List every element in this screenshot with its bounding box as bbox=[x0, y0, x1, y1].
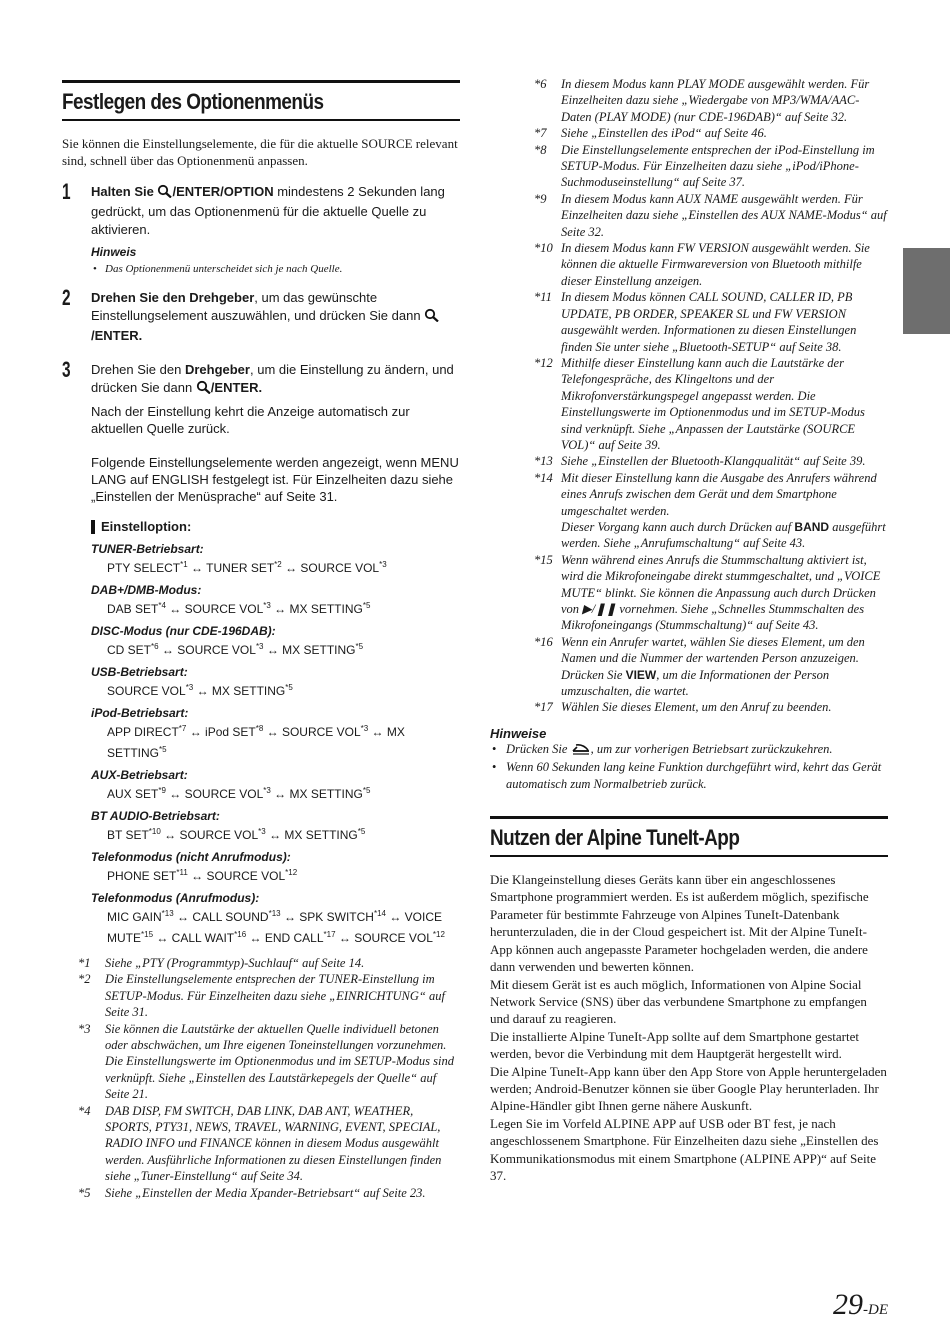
body-paragraph: Die installierte Alpine TuneIt-App sollte auf dem Smartphone gestartet werden, bevor die Verbindung mit dem Hauptgerät hergestellt wird. bbox=[490, 1028, 859, 1062]
mode-sequence: PHONE SET$^{*11}$ ↔ SOURCE VOL$^{*12}$ bbox=[107, 868, 298, 883]
mode-label: AUX-Betriebsart: bbox=[91, 768, 188, 782]
hints-heading: Hinweise bbox=[490, 725, 547, 741]
mode-label: DAB+/DMB-Modus: bbox=[91, 583, 202, 597]
step-2 bbox=[62, 285, 460, 345]
footnote: *17 Wählen Sie dieses Element, um den Anruf zu beenden. bbox=[534, 700, 832, 715]
mode-sequence: CD SET$^{*6}$ ↔ SOURCE VOL$^{*3}$ ↔ MX SETTING$^{*5}$ bbox=[107, 642, 364, 657]
footnote: *1 Siehe „PTY (Programmtyp)-Suchlauf“ auf Seite 14. bbox=[78, 956, 365, 970]
step-3 bbox=[62, 357, 460, 1201]
mode-label: Telefonmodus (nicht Anrufmodus): bbox=[91, 850, 291, 864]
footnote: *4 DAB DISP, FM SWITCH, DAB LINK, DAB ANT, WEATHER, SPORTS, PTY31, NEWS, TRAVEL, WARNING, EVENT, SPECIAL, RADIO INFO und FINANCE können in diesem Modus ausgewählt werden. Ausführliche Informationen zu diesen Einstellungen finden siehe „Tuner-Einstellung“ auf Seite 34. bbox=[78, 1103, 442, 1184]
footnote: *3 Sie können die Lautstärke der aktuellen Quelle individuell betonen oder abschwächen, um Ihre eigenen Toneinstellungen vorzunehmen. Die Einstellungswerte im Optionenmodus und im SETUP-Modus sind verknüpft. Siehe „Einstellen des Lautstärkepegels der Quelle“ auf Seite 21. bbox=[78, 1021, 454, 1102]
footnote: *11 In diesem Modus können CALL SOUND, CALLER ID, PB UPDATE, PB ORDER, SPEAKER SL und FW VERSION ausgewählt werden. Informationen zu diesen Einstellungen finden Sie unter siehe „Bluetooth-SETUP“ auf Seite 38. bbox=[534, 290, 857, 354]
section-title-bar bbox=[62, 80, 460, 121]
mode-sequence: PTY SELECT$^{*1}$ ↔ TUNER SET$^{*2}$ ↔ SOURCE VOL$^{*3}$ bbox=[107, 560, 387, 575]
footnote-list-left bbox=[78, 955, 460, 1201]
footnote: *10 In diesem Modus kann FW VERSION ausgewählt werden. Sie können die aktuelle Firmwareversion von Bluetooth mithilfe dieser Einstellung anzeigen. bbox=[534, 241, 870, 288]
mode-sequence: DAB SET$^{*4}$ ↔ SOURCE VOL$^{*3}$ ↔ MX SETTING$^{*5}$ bbox=[107, 601, 371, 616]
hint-item: • Das Optionenmenü unterscheidet sich je nach Quelle. bbox=[91, 263, 460, 275]
heading-bar bbox=[91, 520, 95, 534]
step-number: 1 bbox=[62, 179, 71, 204]
footnote: *9 In diesem Modus kann AUX NAME ausgewählt werden. Für Einzelheiten dazu siehe „Einstellen des AUX NAME-Modus“ auf Seite 32. bbox=[534, 191, 887, 239]
body-paragraph: Die Alpine TuneIt-App kann über den App Store von Apple heruntergeladen werden; Android-Benutzer können sie über Google Play herunterladen. Ihr Alpine-Händler gibt Ihnen gerne nähere Auskunft. bbox=[490, 1063, 887, 1114]
section-title-bar-2 bbox=[490, 816, 888, 857]
hint-item: • Drücken Sie , um zur vorherigen Betriebsart zurückzukehren. bbox=[490, 741, 888, 759]
mode-sequence: AUX SET$^{*9}$ ↔ SOURCE VOL$^{*3}$ ↔ MX SETTING$^{*5}$ bbox=[107, 786, 371, 801]
section-title: Festlegen des Optionenmenüs bbox=[62, 89, 324, 114]
app-body-text bbox=[490, 871, 888, 1184]
intro-text: Sie können die Einstellungselemente, die für die aktuelle SOURCE relevant sind, schnell über das Optionenmenü anpassen. bbox=[62, 136, 458, 168]
footnote: *7 Siehe „Einstellen des iPod“ auf Seite 46. bbox=[534, 126, 767, 141]
footnote: *14 Mit dieser Einstellung kann die Ausgabe des Anrufers während eines Anrufs zwischen dem Gerät und dem Smartphone umgeschaltet werden. Dieser Vorgang kann auch durch Drücken auf BAND ausgeführt werden. Siehe „Anrufumschaltung“ auf Seite 43. bbox=[534, 470, 886, 551]
mode-sequence: APP DIRECT$^{*7}$ ↔ iPod SET$^{*8}$ ↔ SOURCE VOL$^{*3}$ ↔ MX SETTING$^{*5}$ bbox=[107, 724, 405, 760]
footnote-list-right bbox=[534, 76, 888, 716]
mode-sequence: MIC GAIN$^{*13}$ ↔ CALL SOUND$^{*13}$ ↔ SPK SWITCH$^{*14}$ ↔ VOICE MUTE$^{*15}$ ↔ CALL WAIT$^{*16}$ ↔ END CALL$^{*17}$ ↔ SOURCE VOL$^{*12}$ bbox=[107, 909, 445, 945]
footnote: *13 Siehe „Einstellen der Bluetooth-Klangqualität“ auf Seite 39. bbox=[534, 454, 866, 469]
body-paragraph: Die Klangeinstellung dieses Geräts kann über ein angeschlossenes Smartphone programmiert werden. Es ist außerdem möglich, spezifische Parameter für bestimmte Fahrzeuge von Alpines TuneIt-Datenbank herunterzuladen, die in der Cloud gespeichert ist. Mit der Alpine TuneIt-App können auch angepasste Parameter hochgeladen werden, die andere dann verwenden und bewerten können. bbox=[490, 872, 869, 975]
body-paragraph: Mit diesem Gerät ist es auch möglich, Informationen von Alpine Social Network Service (SNS) über das verbundene Smartphone zu empfangen und darauf zu reagieren. bbox=[490, 976, 867, 1027]
footnote: *8 Die Einstellungselemente entsprechen der iPod-Einstellung im SETUP-Modus. Für Einzelheiten dazu siehe „iPod/iPhone-Suchmoduseinstellung“ auf Seite 37. bbox=[534, 142, 875, 190]
mode-label: USB-Betriebsart: bbox=[91, 665, 188, 679]
mode-label: BT AUDIO-Betriebsart: bbox=[91, 809, 220, 823]
mode-list bbox=[91, 542, 460, 947]
step-3-note: Nach der Einstellung kehrt die Anzeige automatisch zur aktuellen Quelle zurück. bbox=[91, 404, 410, 436]
right-column bbox=[490, 76, 888, 1184]
step-text: Drehen Sie den Drehgeber, um das gewünschte Einstellungselement auszuwählen, und drücken Sie dann /ENTER. bbox=[91, 289, 460, 345]
search-icon bbox=[157, 184, 172, 203]
mode-sequence: SOURCE VOL$^{*3}$ ↔ MX SETTING$^{*5}$ bbox=[107, 683, 293, 698]
search-icon bbox=[196, 380, 211, 399]
footnote: *15 Wenn während eines Anrufs die Stummschaltung aktiviert ist, wird die Mikrofoneingabe direkt stummgeschaltet, und „VOICE MUTE“ blinkt. Sie können die Anpassung auch durch Drücken von ▶/❚❚ vornehmen. Siehe „Schnelles Stummschalten des Mikrofoneingangs (Stummschaltung)“ auf Seite 43. bbox=[534, 552, 881, 633]
options-heading: Einstelloption: bbox=[91, 519, 460, 534]
section-title-2: Nutzen der Alpine TuneIt-App bbox=[490, 825, 740, 851]
step-text: Halten Sie /ENTER/OPTION mindestens 2 Sekunden lang gedrückt, um das Optionenmenü für die aktuelle Quelle zu aktivieren. bbox=[91, 184, 445, 237]
footnote: *12 Mithilfe dieser Einstellung kann auch die Lautstärke der Telefongespräche, des Klingeltons und der Mikrofonverstärkungspegel angepasst werden. Die Einstellungswerte im Optionenmodus und im SETUP-Modus sind verknüpft. Siehe „Anpassen der Lautstärke (SOURCE VOL)“ auf Seite 39. bbox=[534, 355, 865, 452]
back-icon bbox=[571, 743, 591, 759]
chapter-tab-marker bbox=[903, 248, 950, 334]
step-1 bbox=[62, 179, 460, 275]
mode-sequence: BT SET$^{*10}$ ↔ SOURCE VOL$^{*3}$ ↔ MX SETTING$^{*5}$ bbox=[107, 827, 366, 842]
mode-label: TUNER-Betriebsart: bbox=[91, 542, 204, 556]
hint-heading: Hinweis bbox=[91, 245, 137, 259]
step-text: Drehen Sie den Drehgeber, um die Einstellung zu ändern, und drücken Sie dann /ENTER. bbox=[91, 361, 460, 399]
mode-label: DISC-Modus (nur CDE-196DAB): bbox=[91, 624, 276, 638]
body-paragraph: Legen Sie im Vorfeld ALPINE APP auf USB oder BT fest, je nach angeschlossenem Smartphone. Für Einzelheiten dazu siehe „Einstellen des Kommunikationsmodus mit einem Smartphone (ALPINE APP)“ auf Seite 37. bbox=[490, 1115, 879, 1183]
step-number: 3 bbox=[62, 357, 71, 382]
hint-item: • Wenn 60 Sekunden lang keine Funktion durchgeführt wird, kehrt das Gerät automatisch zum Normalbetrieb zurück. bbox=[490, 759, 888, 792]
left-column bbox=[62, 80, 460, 1201]
mode-label: iPod-Betriebsart: bbox=[91, 706, 189, 720]
footnote: *5 Siehe „Einstellen der Media Xpander-Betriebsart“ auf Seite 23. bbox=[78, 1185, 426, 1200]
mode-label: Telefonmodus (Anrufmodus): bbox=[91, 891, 260, 905]
search-icon bbox=[424, 308, 439, 327]
step-number: 2 bbox=[62, 285, 71, 310]
footnote: *16 Wenn ein Anrufer wartet, wählen Sie dieses Element, um den Namen und die Nummer der wartenden Person anzuzeigen. Drücken Sie VIEW, um die Informationen der Person umzuschalten, die wartet. bbox=[534, 634, 865, 699]
footnote: *2 Die Einstellungselemente entsprechen der TUNER-Einstellung im SETUP-Modus. Für Einzelheiten dazu siehe „EINRICHTUNG“ auf Seite 31. bbox=[78, 972, 445, 1020]
menu-lang-paragraph: Folgende Einstellungselemente werden angezeigt, wenn MENU LANG auf ENGLISH festgelegt ist. Für Einzelheiten dazu siehe „Einstellen der Menüsprache“ auf Seite 31. bbox=[91, 455, 459, 504]
footnote: *6 In diesem Modus kann PLAY MODE ausgewählt werden. Für Einzelheiten dazu siehe „Wiedergabe von MP3/WMA/AAC-Daten (PLAY MODE) (nur CDE-196DAB)“ auf Seite 32. bbox=[534, 77, 870, 124]
page-number: 29-DE bbox=[833, 1288, 888, 1321]
